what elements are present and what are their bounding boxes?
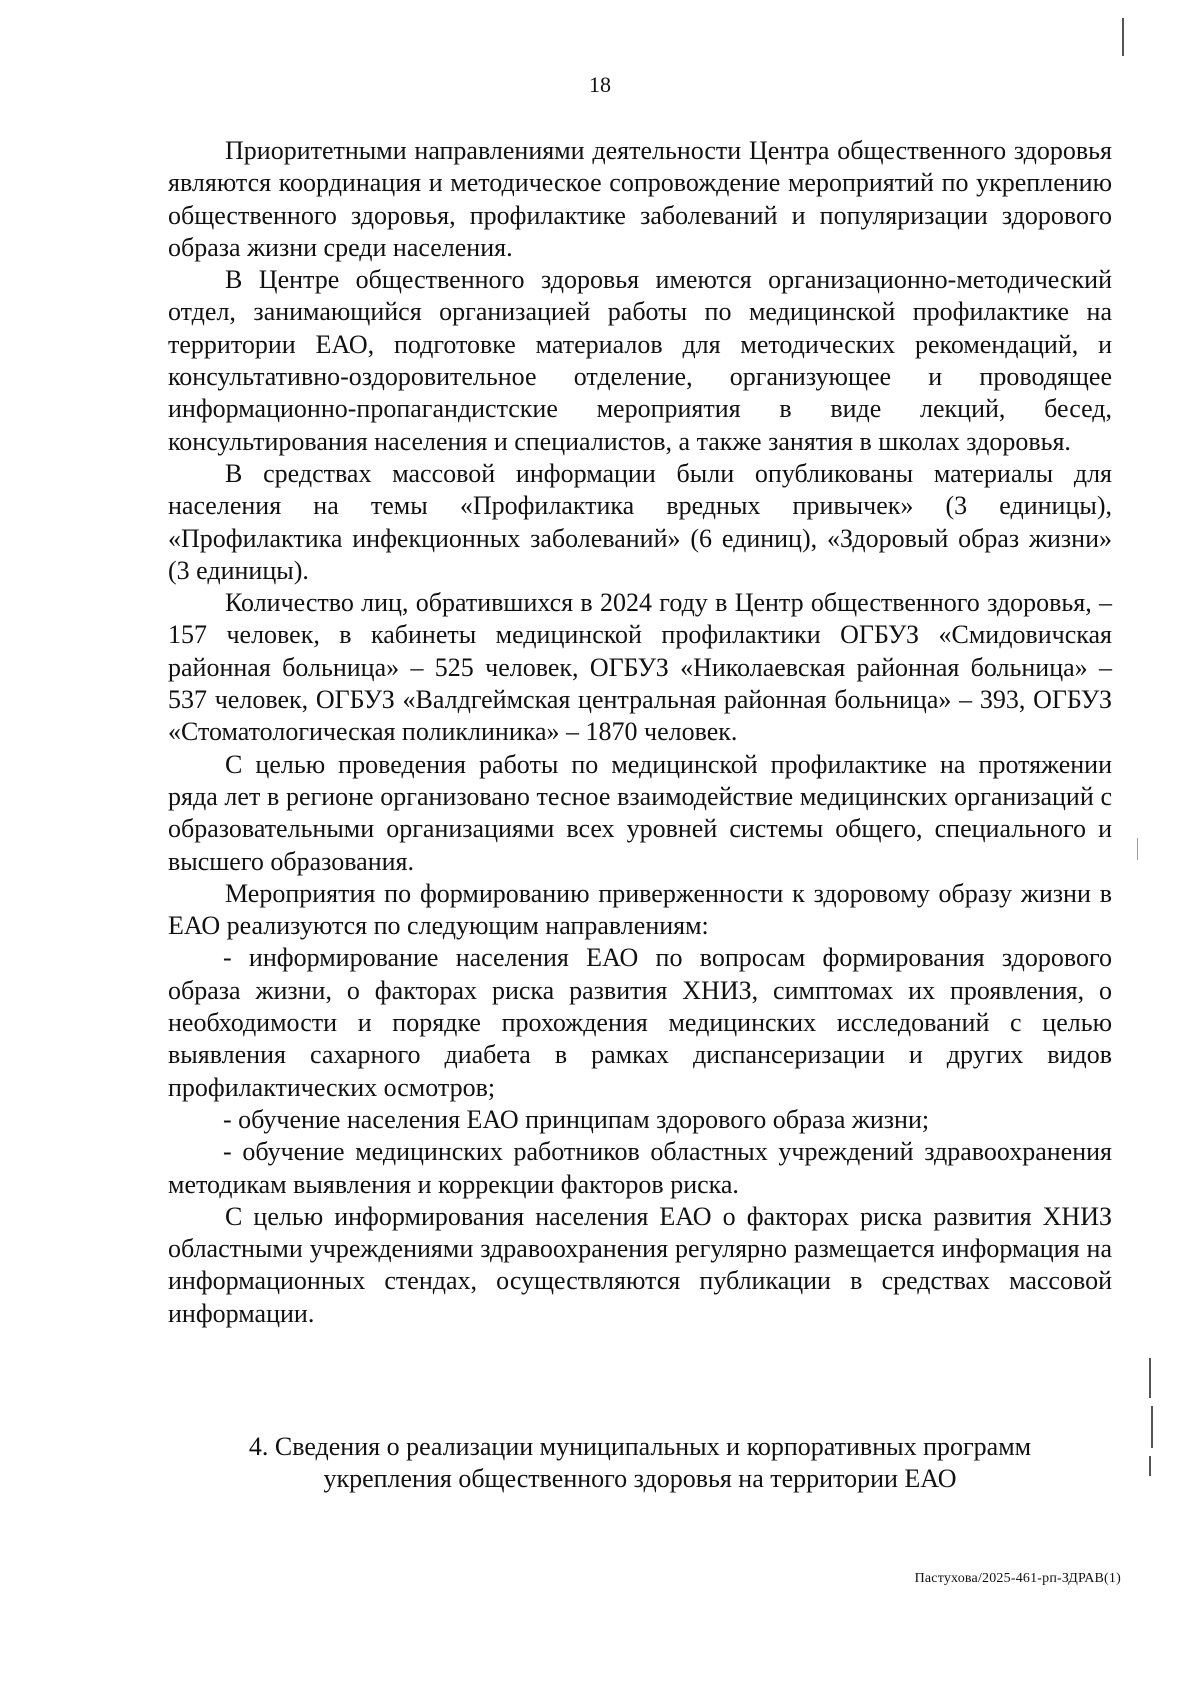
section-heading xyxy=(168,1431,1112,1495)
section-heading-line-1: 4. Сведения о реализации муниципальных и корпоративных программ xyxy=(248,1432,1032,1461)
scan-mark-bottom-1 xyxy=(1149,1358,1151,1398)
bullet-training-medical-staff: - обучение медицинских работников областных учреждений здравоохранения методикам выявления и коррекции факторов риска. xyxy=(168,1137,1112,1199)
paragraph-center-structure: В Центре общественного здоровья имеются организационно-методический отдел, занимающийся организацией работы по медицинской профилактике на территории ЕАО, подготовке материалов для методических рекомендаций, и консультативно-оздоровительное отделение, организующее и проводящее информационно-пропагандистские мероприятия в виде лекций, бесед, консультирования населения и специалистов, а также занятия в школах здоровья. xyxy=(168,265,1112,456)
page-number: 18 xyxy=(589,72,611,97)
paragraph-informing-risk-factors: С целью информирования населения ЕАО о факторах риска развития ХНИЗ областными учреждениями здравоохранения регулярно размещается информация на информационных стендах, осуществляются публикации в средствах массовой информации. xyxy=(168,1201,1112,1328)
document-body xyxy=(168,135,1112,1330)
scan-mark-top xyxy=(1122,18,1124,56)
scan-mark-middle xyxy=(1137,838,1138,860)
paragraph-media-publications: В средствах массовой информации были опубликованы материалы для населения на темы «Профилактика вредных привычек» (3 единицы), «Профилактика инфекционных заболеваний» (6 единиц), «Здоровый образ жизни» (3 единицы). xyxy=(168,458,1112,585)
scan-mark-bottom-2 xyxy=(1151,1406,1153,1448)
bullet-informing-population: - информирование населения ЕАО по вопросам формирования здорового образа жизни, о факторах риска развития ХНИЗ, симптомах их проявления, о необходимости и порядке прохождения медицинских исследований с целью выявления сахарного диабета в рамках диспансеризации и других видов профилактических осмотров; xyxy=(168,943,1112,1102)
paragraph-activity-directions: Мероприятия по формированию приверженности к здоровому образу жизни в ЕАО реализуются по следующим направлениям: xyxy=(168,878,1112,941)
section-heading-line-2: укрепления общественного здоровья на территории ЕАО xyxy=(323,1464,957,1493)
paragraph-interagency-cooperation: С целью проведения работы по медицинской профилактике на протяжении ряда лет в регионе организовано тесное взаимодействие медицинских организаций с образовательными организациями всех уровней системы общего, специального и высшего образования. xyxy=(168,749,1112,876)
scan-mark-bottom-3 xyxy=(1149,1456,1151,1476)
footer-document-code: Пастухова/2025-461-рп-ЗДРАВ(1) xyxy=(914,1571,1121,1586)
paragraph-priorities: Приоритетными направлениями деятельности Центра общественного здоровья являются координация и методическое сопровождение мероприятий по укреплению общественного здоровья, профилактике заболеваний и популяризации здорового образа жизни среди населения. xyxy=(168,136,1112,262)
bullet-training-population: - обучение населения ЕАО принципам здорового образа жизни; xyxy=(223,1104,930,1134)
paragraph-visitor-counts: Количество лиц, обратившихся в 2024 году в Центр общественного здоровья, – 157 человек, в кабинеты медицинской профилактики ОГБУЗ «Смидовичская районная больница» – 525 человек, ОГБУЗ «Николаевская районная больница» – 537 человек, ОГБУЗ «Валдгеймская центральная районная больница» – 393, ОГБУЗ «Стоматологическая поликлиника» – 1870 человек. xyxy=(168,588,1112,747)
